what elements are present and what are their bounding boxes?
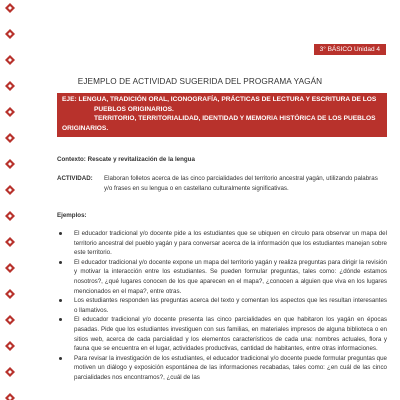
list-item: Para revisar la investigación de los estudiantes, el educador tradicional y/o docente puede formular preguntas que motiven un diálogo y exposición espontánea de las informaciones recabadas, tales como: ¿en cuál de las cinco parcialidades nos encontramos?, ¿cuál de las — [57, 354, 387, 383]
actividad-label: ACTIVIDAD: — [57, 175, 93, 182]
grade-unit-badge: 3° BÁSICO Unidad 4 — [314, 44, 386, 55]
eje-line-3: TERRITORIO, TERRITORIALIDAD, IDENTIDAD Y MEMORIA HISTÓRICA DE LOS PUEBLOS — [94, 115, 376, 123]
ejemplos-heading: Ejemplos: — [57, 212, 87, 219]
actividad — [57, 174, 387, 193]
contexto-label: Contexto: — [57, 156, 86, 163]
contexto — [57, 155, 387, 165]
contexto-text: Rescate y revitalización de la lengua — [87, 156, 195, 163]
list-item: El educador tradicional y/o docente presenta las cinco parcialidades en que habitaron los yagán en épocas pasadas. Pide que los estudiantes investiguen con sus familias, en materiales impresos de alguna biblioteca o en sitios web, acerca de cada parcialidad y los elementos característicos de cada una: nombres actuales, flora y fauna que se encuentra en el lugar, actividades productivas, cantidad de habitantes, entre otras informaciones. — [57, 315, 387, 353]
eje-line-4: ORIGINARIOS. — [62, 124, 109, 132]
actividad-text: Elaboran folletos acerca de las cinco parcialidades del territorio ancestral yagán, utilizando palabras y/o frases en su lengua o en castellano culturalmente significativas. — [104, 175, 378, 192]
eje-line-2: PUEBLOS ORIGINARIOS. — [94, 105, 174, 113]
eje-line-1: EJE: LENGUA, TRADICIÓN ORAL, ICONOGRAFÍA, PRÁCTICAS DE LECTURA Y ESCRITURA DE LOS — [62, 96, 377, 103]
page-title: EJEMPLO DE ACTIVIDAD SUGERIDA DEL PROGRAMA YAGÁN — [77, 77, 323, 86]
ejemplos-list — [57, 229, 387, 383]
list-item: Los estudiantes responden las preguntas acerca del texto y comentan los aspectos que les resultan interesantes o llamativos. — [57, 296, 387, 315]
list-item: El educador tradicional y/o docente pide a los estudiantes que se ubiquen en círculo para observar un mapa del territorio ancestral del pueblo yagán y para conversar acerca de la información que los estudiantes manejan sobre este territorio. — [57, 229, 387, 258]
eje-box — [57, 93, 387, 137]
decorative-border-ornament — [4, 0, 16, 400]
list-item: El educador tradicional y/o docente expone un mapa del territorio yagán y realiza preguntas para dirigir la revisión y motivar la interacción entre los estudiantes. Se pueden formular preguntas, tales como: ¿dónde estamos nosotros?, ¿qué lugares conocen de los que aparecen en el mapa?, ¿conocen a alguien que viva en los lugares mencionados en el mapa?, entre otras. — [57, 258, 387, 296]
